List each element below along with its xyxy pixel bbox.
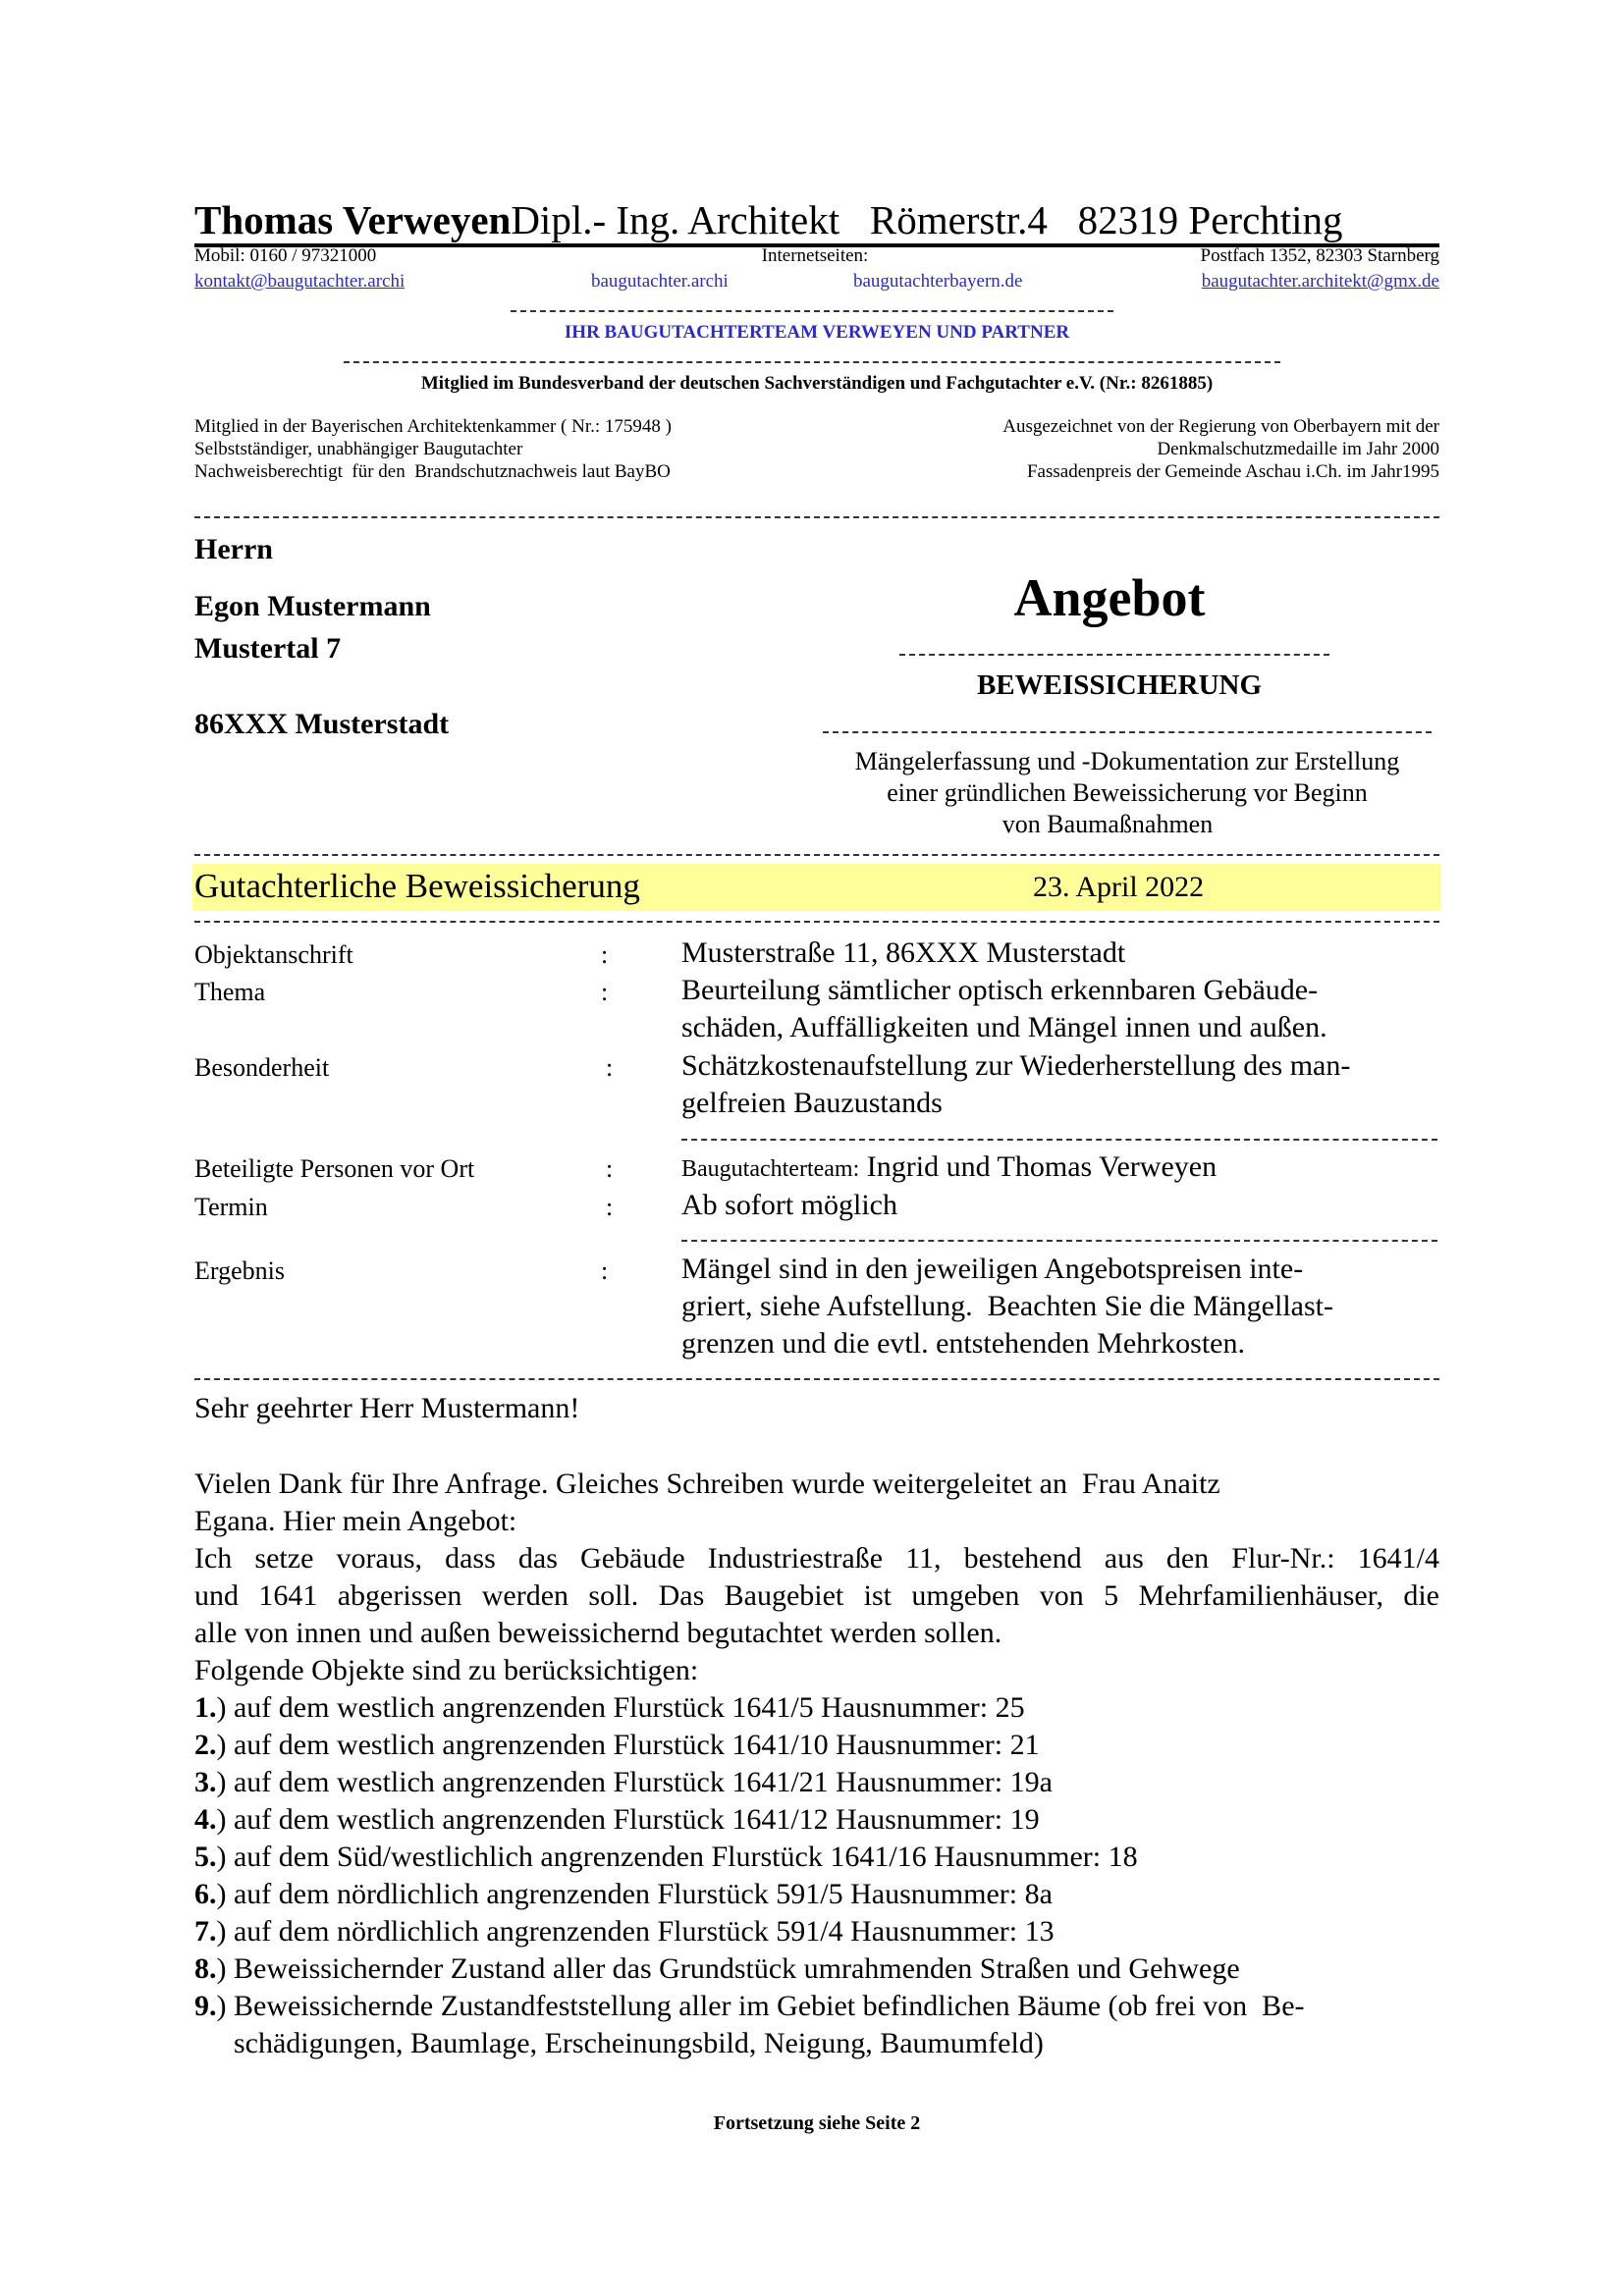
email-link-kontakt[interactable]: kontakt@baugutachter.archi	[194, 271, 406, 292]
detail-colon: :	[606, 1193, 614, 1221]
detail-value-date: Ab sofort möglich	[681, 1189, 897, 1221]
offer-subheading: BEWEISSICHERUNG	[976, 669, 1263, 701]
offer-description-line: von Baumaßnahmen	[1001, 810, 1214, 838]
list-item-text: ) auf dem westlich angrenzenden Flurstück 1641/10 Hausnummer: 21	[216, 1729, 1040, 1761]
divider	[681, 1240, 1437, 1242]
list-item	[194, 1915, 1055, 1949]
list-item	[194, 1766, 1053, 1799]
detail-colon: :	[601, 978, 609, 1006]
detail-label-date: Termin	[194, 1193, 268, 1221]
banner-title: Gutachterliche Beweissicherung	[194, 867, 640, 905]
list-item-text: ) auf dem westlich angrenzenden Flurstück 1641/12 Hausnummer: 19	[216, 1803, 1040, 1836]
detail-colon: :	[601, 940, 609, 969]
detail-value-topic-line: Beurteilung sämtlicher optisch erkennbaren Gebäude-	[681, 974, 1319, 1006]
detail-value-topic-line: schäden, Auffälligkeiten und Mängel innen und außen.	[681, 1011, 1327, 1043]
letterhead-title	[194, 196, 1439, 247]
divider	[681, 1139, 1437, 1141]
list-item-number: 4.	[194, 1803, 217, 1836]
list-item	[194, 1729, 1040, 1762]
recipient-salutation: Herrn	[194, 533, 273, 565]
detail-value-address: Musterstraße 11, 86XXX Musterstadt	[681, 936, 1126, 969]
web-label: Internetseiten:	[761, 245, 869, 266]
list-item-text: ) auf dem nördlichlich angrenzenden Flurstück 591/5 Hausnummer: 8a	[216, 1878, 1053, 1910]
detail-label-special: Besonderheit	[194, 1053, 330, 1082]
list-item	[194, 1990, 1305, 2023]
team-name: IHR BAUGUTACHTERTEAM VERWEYEN UND PARTNER	[564, 322, 1070, 343]
divider	[823, 731, 1432, 733]
list-item-number: 7.	[194, 1915, 217, 1948]
letter-paragraph-line: alle von innen und außen beweissichernd begutachtet werden sollen.	[194, 1617, 1002, 1649]
email-link-gmx[interactable]: baugutachter.architekt@gmx.de	[1201, 271, 1439, 292]
list-item	[194, 1803, 1040, 1837]
list-item-text: ) auf dem westlich angrenzenden Flurstück 1641/21 Hausnummer: 19a	[216, 1766, 1053, 1798]
letter-paragraph-line: Vielen Dank für Ihre Anfrage. Gleiches Schreiben wurde weitergeleitet an Frau Anaitz	[194, 1468, 1220, 1500]
recipient-city: 86XXX Musterstadt	[194, 708, 450, 740]
list-item-text: ) Beweissichernder Zustand aller das Grundstück umrahmenden Straßen und Gehwege	[216, 1952, 1240, 1985]
detail-value-participants	[681, 1150, 1217, 1184]
continuation-note: Fortsetzung siehe Seite 2	[713, 2112, 921, 2134]
divider	[899, 654, 1329, 656]
divider	[194, 516, 1439, 518]
detail-label-topic: Thema	[194, 978, 266, 1006]
detail-value-special-line: gelfreien Bauzustands	[681, 1087, 943, 1119]
recipient-name: Egon Mustermann	[194, 590, 431, 622]
detail-colon: :	[606, 1154, 614, 1183]
banner-date: 23. April 2022	[1033, 871, 1205, 903]
offer-description-line: Mängelerfassung und -Dokumentation zur Erstellung	[854, 747, 1400, 775]
award-line-1: Ausgezeichnet von der Regierung von Oberbayern mit der	[1002, 416, 1439, 437]
letter-paragraph-line: Folgende Objekte sind zu berücksichtigen:	[194, 1654, 699, 1686]
list-item-number: 9.	[194, 1990, 217, 2022]
list-item	[194, 1952, 1240, 1986]
credential-fire-protection: Nachweisberechtigt für den Brandschutznachweis laut BayBO	[194, 461, 671, 482]
letter-paragraph-line: Egana. Hier mein Angebot:	[194, 1505, 517, 1537]
divider	[194, 921, 1439, 923]
mobile-number: Mobil: 0160 / 97321000	[194, 245, 377, 266]
divider	[344, 361, 1280, 363]
list-item	[194, 1878, 1053, 1911]
participants-prefix: Baugutachterteam:	[681, 1156, 860, 1182]
list-item-number: 3.	[194, 1766, 217, 1798]
list-item-text: ) auf dem Süd/westlichlich angrenzenden Flurstück 1641/16 Hausnummer: 18	[216, 1841, 1138, 1873]
list-item-text: ) auf dem nördlichlich angrenzenden Flurstück 591/4 Hausnummer: 13	[216, 1915, 1055, 1948]
offer-heading: Angebot	[1013, 568, 1206, 627]
credential-independent: Selbstständiger, unabhängiger Baugutachter	[194, 439, 523, 459]
award-line-3: Fassadenpreis der Gemeinde Aschau i.Ch. im Jahr1995	[1026, 461, 1439, 482]
list-item	[194, 1841, 1138, 1874]
letter-greeting: Sehr geehrter Herr Mustermann!	[194, 1392, 580, 1424]
detail-label-address: Objektanschrift	[194, 940, 353, 969]
list-item-text: ) auf dem westlich angrenzenden Flurstück 1641/5 Hausnummer: 25	[216, 1691, 1025, 1724]
postbox-address: Postfach 1352, 82303 Starnberg	[1200, 245, 1439, 266]
detail-value-special-line: Schätzkostenaufstellung zur Wiederherstellung des man-	[681, 1049, 1351, 1082]
offer-description	[823, 746, 1432, 840]
participants-names: Ingrid und Thomas Verweyen	[866, 1150, 1218, 1183]
detail-colon: :	[606, 1053, 614, 1082]
list-item-number: 6.	[194, 1878, 217, 1910]
awards-right	[850, 415, 1439, 483]
architect-title-address: Dipl.- Ing. Architekt Römerstr.4 82319 Perchting	[511, 197, 1343, 242]
list-item	[194, 1691, 1025, 1725]
web-link-baugutachter-archi[interactable]: baugutachter.archi	[591, 271, 729, 292]
list-item-text: ) Beweissichernde Zustandfeststellung aller im Gebiet befindlichen Bäume (ob frei von Be-	[216, 1990, 1305, 2022]
divider	[194, 854, 1439, 856]
letter-paragraph-line: Ich setze voraus, dass das Gebäude Industriestraße 11, bestehend aus den Flur-Nr.: 1641/4	[194, 1542, 1439, 1575]
detail-value-result-line: Mängel sind in den jeweiligen Angebotspreisen inte-	[681, 1253, 1304, 1285]
divider	[194, 1378, 1439, 1380]
recipient-street: Mustertal 7	[194, 632, 342, 665]
detail-label-result: Ergebnis	[194, 1256, 285, 1285]
web-link-baugutachterbayern[interactable]: baugutachterbayern.de	[853, 271, 1023, 292]
list-item-continuation: schädigungen, Baumlage, Erscheinungsbild, Neigung, Baumumfeld)	[234, 2027, 1044, 2059]
list-item-number: 1.	[194, 1691, 217, 1724]
list-item-number: 5.	[194, 1841, 217, 1873]
list-item-number: 8.	[194, 1952, 217, 1985]
letter-paragraph-line: und 1641 abgerissen werden soll. Das Baugebiet ist umgeben von 5 Mehrfamilienhäuser, die	[194, 1579, 1439, 1612]
credentials-left	[194, 415, 672, 483]
detail-colon: :	[601, 1256, 609, 1285]
federation-membership: Mitglied im Bundesverband der deutschen Sachverständigen und Fachgutachter e.V. (Nr.: 8261885)	[420, 373, 1214, 394]
award-line-2: Denkmalschutzmedaille im Jahr 2000	[1157, 439, 1439, 459]
credential-chamber: Mitglied in der Bayerischen Architektenkammer ( Nr.: 175948 )	[194, 416, 672, 437]
detail-value-result-line: grenzen und die evtl. entstehenden Mehrkosten.	[681, 1327, 1245, 1360]
detail-label-participants: Beteiligte Personen vor Ort	[194, 1154, 475, 1183]
divider	[511, 310, 1113, 312]
architect-name: Thomas Verweyen	[194, 197, 512, 242]
detail-value-result-line: griert, siehe Aufstellung. Beachten Sie die Mängellast-	[681, 1290, 1333, 1322]
offer-description-line: einer gründlichen Beweissicherung vor Beginn	[887, 778, 1368, 807]
list-item-number: 2.	[194, 1729, 217, 1761]
